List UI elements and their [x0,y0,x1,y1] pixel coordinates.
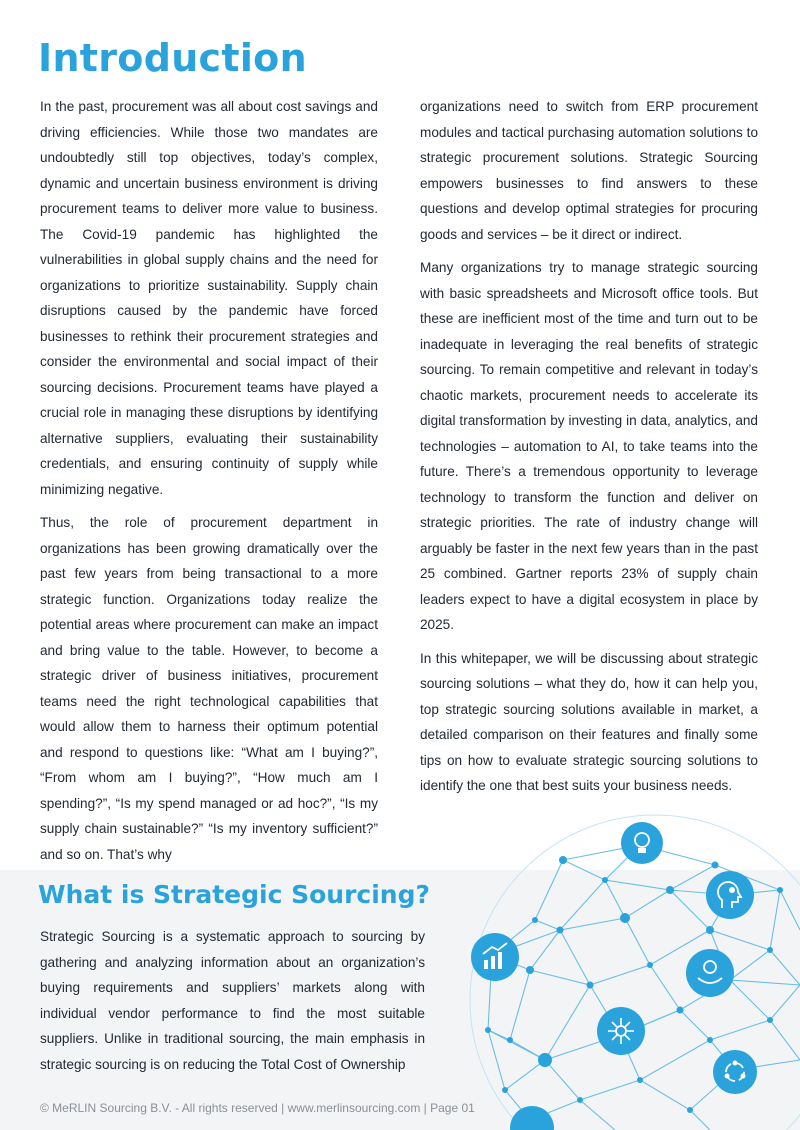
section-title: What is Strategic Sourcing? [38,880,430,909]
network-hub-icon [597,1007,645,1055]
growth-chart-icon [471,933,519,981]
paragraph: organizations need to switch from ERP procurement modules and tactical purchasing automation solutions to strategic procurement solutions. Strategic Sourcing empowers businesses to find answers to these questions and develop optimal strategies for procuring goods and services – be it direct or indirect. [420,99,758,242]
footer: © MeRLIN Sourcing B.V. - All rights reserved | www.merlinsourcing.com | Page 01 [40,1101,475,1115]
left-column [40,94,378,875]
lightbulb-icon [621,822,663,864]
hand-coin-icon [686,949,734,997]
page-title: Introduction [38,36,307,80]
right-column [420,94,758,807]
paragraph: Many organizations try to manage strategic sourcing with basic spreadsheets and Microsoft office tools. But these are inefficient most of the time and turn out to be inadequate in leveraging the real benefits of strategic sourcing. To remain competitive and relevant in today’s chaotic markets, procurement needs to accelerate its digital transformation by investing in data, analytics, and technologies – automation to AI, to take teams into the future. There’s a tremendous opportunity to leverage technology to transform the function and deliver on strategic priorities. The rate of industry change will arguably be faster in the next few years than in the past 25 combined. Gartner reports 23% of supply chain leaders expect to have a digital ecosystem in place by 2025. [420,260,758,632]
cycle-icon [713,1050,757,1094]
network-sphere-graphic [440,810,800,1130]
head-gear-icon [706,871,754,919]
paragraph: In this whitepaper, we will be discussing about strategic sourcing solutions – what they do, how it can help you, top strategic sourcing solutions available in market, a detailed comparison on their features and finally some tips on how to evaluate strategic sourcing solutions to identify the one that best suits your business needs. [420,650,758,793]
section-paragraph: Strategic Sourcing is a systematic approach to sourcing by gathering and analyzing information about an organization’s buying requirements and suppliers’ markets along with individual vendor performance to find the most suitable suppliers. Unlike in traditional sourcing, the main emphasis in strategic sourcing is on reducing the Total Cost of Ownership [40,929,425,1072]
paragraph: Thus, the role of procurement department in organizations has been growing dramatically over the past few years from being transactional to a more strategic function. Organizations today realize the potential areas where procurement can make an impact and bring value to the table. However, to become a strategic driver of business initiatives, procurement teams need the right technological capabilities that would allow them to harness their optimum potential and respond to questions like: “What am I buying?”, “From whom am I buying?”, “How much am I spending?”, “Is my spend managed or ad hoc?”, “Is my supply chain sustainable?” “Is my inventory sufficient?” and so on. That’s why [40,515,378,862]
paragraph: In the past, procurement was all about cost savings and driving efficiencies. While those two mandates are undoubtedly still top objectives, today’s complex, dynamic and uncertain business environment is driving procurement teams to deliver more value to business. The Covid-19 pandemic has highlighted the vulnerabilities in global supply chains and the need for organizations to prioritize sustainability. Supply chain disruptions caused by the pandemic have forced businesses to rethink their procurement strategies and consider the environmental and social impact of their sourcing decisions. Procurement teams have played a crucial role in managing these disruptions by identifying alternative suppliers, evaluating their sustainability credentials, and ensuring continuity of supply while minimizing negative. [40,99,378,497]
